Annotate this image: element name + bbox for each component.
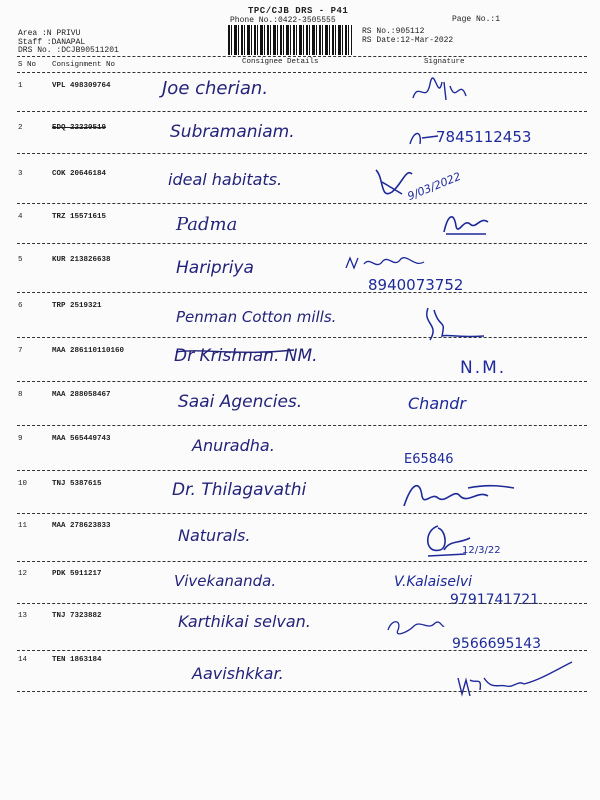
- row-4-signature: [440, 208, 492, 238]
- row-2-consignee: Subramaniam.: [170, 122, 295, 142]
- row-1-divider: [17, 111, 587, 112]
- row-2-consignment: EDQ 22220519: [52, 124, 107, 132]
- row-2-phone-note: 7845112453: [436, 128, 532, 146]
- column-header-consignment: Consignment No: [52, 61, 116, 69]
- row-5-consignee: Haripriya: [176, 258, 254, 278]
- row-3-consignment: COK 20646184: [52, 170, 107, 178]
- row-6-signature: [420, 304, 490, 344]
- row-9-consignment: MAA 565449743: [52, 435, 111, 443]
- row-11-divider: [17, 561, 587, 562]
- rs-number: RS No.:905112: [362, 27, 425, 36]
- row-8-consignment: MAA 288058467: [52, 391, 111, 399]
- row-12-consignment: PDK 5911217: [52, 570, 102, 578]
- row-7-signature: N.M.: [460, 358, 507, 378]
- row-7-consignment: MAA 286110110160: [52, 347, 125, 355]
- row-11-sno: 11: [18, 522, 28, 530]
- row-3-sno: 3: [18, 170, 23, 178]
- drs-number: DRS No. :DCJB90511201: [18, 46, 119, 55]
- row-1-consignment: VPL 498309764: [52, 82, 111, 90]
- row-7-divider: [17, 381, 587, 382]
- row-8-signature: Chandr: [408, 394, 466, 413]
- row-10-consignment: TNJ 5387615: [52, 480, 102, 488]
- column-header-sno: S No: [18, 61, 37, 69]
- row-5-signature: [344, 254, 430, 274]
- column-header-signature: Signature: [424, 58, 465, 66]
- row-10-consignee: Dr. Thilagavathi: [172, 480, 307, 500]
- row-9-divider: [17, 470, 587, 471]
- row-5-phone-note: 8940073752: [368, 276, 464, 294]
- staff-label: Staff :DANAPAL: [18, 37, 86, 47]
- row-13-consignment: TNJ 7323882: [52, 612, 102, 620]
- row-12-sno: 12: [18, 570, 28, 578]
- row-3-date-note: 9/03/2022: [405, 169, 463, 204]
- row-14-sno: 14: [18, 656, 28, 664]
- row-12-consignee: Vivekananda.: [174, 572, 277, 590]
- row-12-divider: [17, 603, 587, 604]
- row-5-sno: 5: [18, 256, 23, 264]
- row-12-phone-note: 9791741721: [450, 592, 540, 608]
- rs-date: RS Date:12-Mar-2022: [362, 36, 454, 45]
- row-14-divider: [17, 691, 587, 692]
- row-4-consignee: Padma: [176, 214, 238, 235]
- row-6-divider: [17, 337, 587, 338]
- row-13-phone-note: 9566695143: [452, 636, 542, 652]
- row-4-consignment: TRZ 15571615: [52, 213, 107, 221]
- row-4-divider: [17, 243, 587, 244]
- row-8-divider: [17, 425, 587, 426]
- row-1-consignee: Joe cherian.: [162, 78, 269, 99]
- row-1-signature: [408, 76, 468, 106]
- row-7-strikeout: [174, 344, 298, 358]
- row-2-divider: [17, 153, 587, 154]
- row-6-consignee: Penman Cotton mills.: [176, 308, 337, 326]
- row-10-divider: [17, 513, 587, 514]
- row-11-date-note: 12/3/22: [462, 545, 501, 556]
- row-2-sno: 2: [18, 124, 23, 132]
- barcode-image: [228, 25, 352, 55]
- row-5-divider: [17, 292, 587, 293]
- column-header-consignee: Consignee Details: [242, 58, 319, 66]
- row-3-consignee: ideal habitats.: [168, 170, 283, 189]
- row-6-sno: 6: [18, 302, 23, 310]
- row-13-sno: 13: [18, 612, 28, 620]
- row-1-sno: 1: [18, 82, 23, 90]
- row-9-signature-note: E65846: [404, 452, 454, 467]
- row-14-consignee: Aavishkkar.: [192, 664, 284, 683]
- row-6-consignment: TRP 2519321: [52, 302, 102, 310]
- row-7-sno: 7: [18, 347, 23, 355]
- row-3-divider: [17, 203, 587, 204]
- row-11-consignment: MAA 278623833: [52, 522, 111, 530]
- phone-number: Phone No.:0422-3505555: [230, 16, 336, 25]
- header-divider: [17, 56, 587, 57]
- row-14-signature: [452, 660, 578, 704]
- row-12-signature: V.Kalaiselvi: [394, 574, 473, 590]
- sheet-title: TPC/CJB DRS - P41: [248, 6, 349, 16]
- row-7-consignee: Dr Krishnan. NM.: [174, 346, 318, 366]
- row-10-sno: 10: [18, 480, 28, 488]
- page-number: Page No.:1: [452, 15, 501, 24]
- row-9-sno: 9: [18, 435, 23, 443]
- area-label: Area :N PRIVU: [18, 29, 81, 38]
- row-10-signature: [398, 476, 518, 512]
- header-right-info: [362, 27, 453, 45]
- row-11-consignee: Naturals.: [178, 526, 251, 545]
- row-13-consignee: Karthikai selvan.: [178, 612, 311, 631]
- row-13-signature: [384, 616, 446, 638]
- row-14-consignment: TEN 1863184: [52, 656, 102, 664]
- row-8-consignee: Saai Agencies.: [178, 392, 303, 412]
- row-4-sno: 4: [18, 213, 23, 221]
- header-left-info: [18, 30, 119, 56]
- row-5-consignment: KUR 213826638: [52, 256, 111, 264]
- row-9-consignee: Anuradha.: [192, 436, 275, 455]
- row-8-sno: 8: [18, 391, 23, 399]
- column-header-divider: [17, 72, 587, 73]
- row-13-divider: [17, 650, 587, 651]
